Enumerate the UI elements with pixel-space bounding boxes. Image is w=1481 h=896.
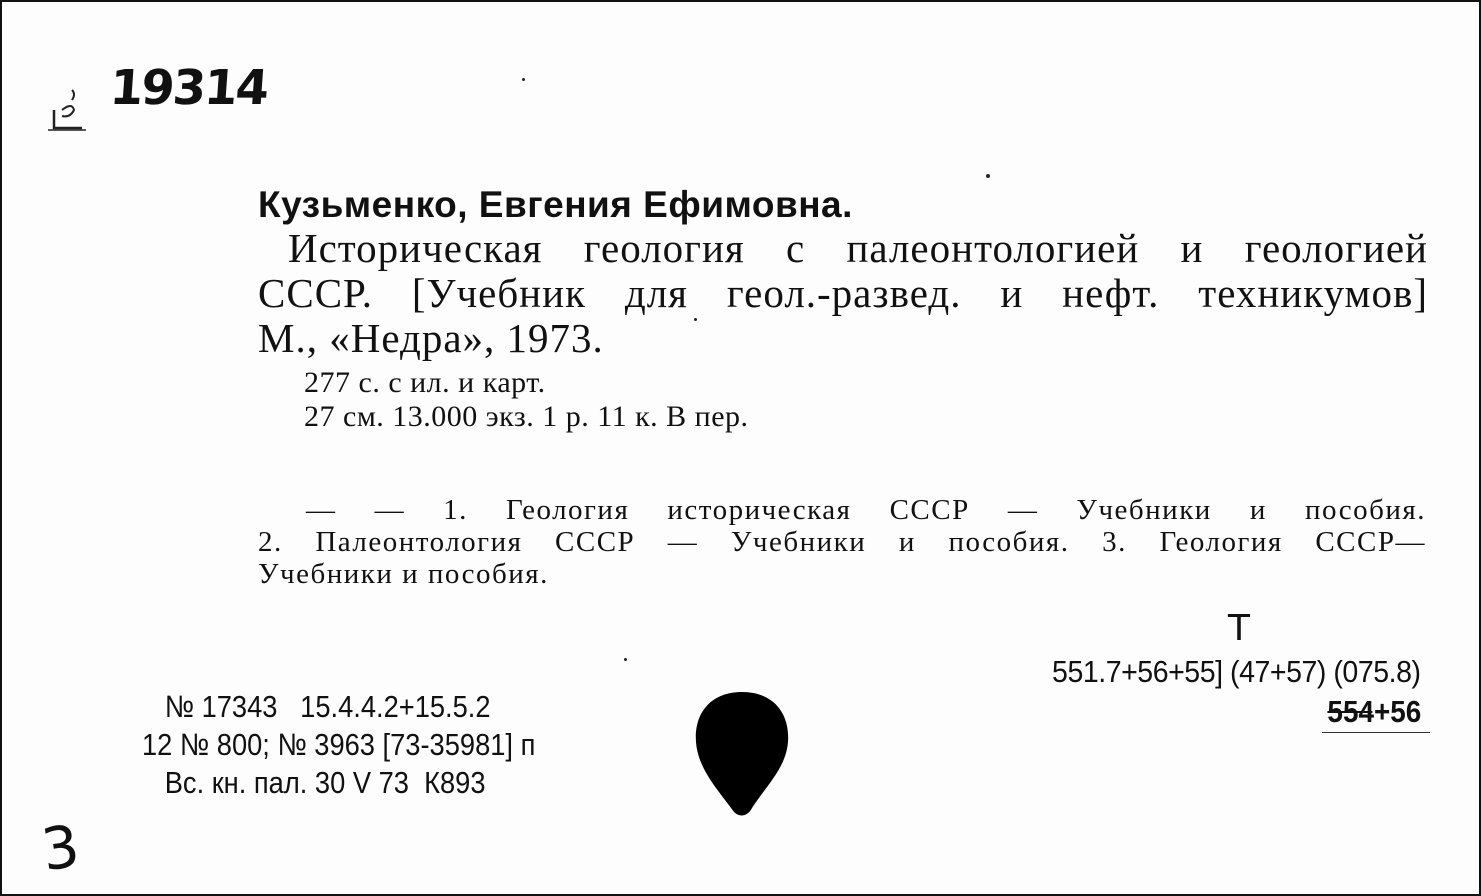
handwritten-t-mark: T xyxy=(1228,608,1250,649)
inventory-number: 19314 xyxy=(108,60,269,116)
title-line: Историческая геология с палеонтологией и геологией xyxy=(288,225,1428,271)
title-statement xyxy=(258,226,1428,361)
subject-headings xyxy=(258,494,1426,590)
underline xyxy=(1322,732,1430,733)
dust-speck xyxy=(624,658,627,661)
subject-line: — — 1. Геология историческая СССР — Учебники и пособия. xyxy=(306,494,1426,526)
strikethrough-line xyxy=(1327,711,1372,713)
author-heading: Кузьменко, Евгения Ефимовна. xyxy=(258,184,853,225)
subject-line: 2. Палеонтология СССР — Учебники и пособия. 3. Геология СССР— xyxy=(258,526,1426,558)
imprint-line: Вс. кн. пал. 30 V 73 К893 xyxy=(142,765,486,800)
bbk-classification xyxy=(1327,694,1421,730)
library-stamp-mark xyxy=(44,80,88,132)
bbk-code: 554+56 xyxy=(1327,694,1421,729)
title-line: СССР. [Учебник для геол.-развед. и нефт. техникумов] xyxy=(258,270,1428,316)
subject-line: Учебники и пособия. xyxy=(258,558,549,590)
dust-speck xyxy=(694,318,697,321)
title-line: М., «Недра», 1973. xyxy=(258,315,604,361)
imprint-line: № 17343 15.4.4.2+15.5.2 xyxy=(142,689,491,724)
collation-size-price: 27 см. 13.000 экз. 1 р. 11 к. В пер. xyxy=(304,400,749,433)
handwritten-page-mark: 3 xyxy=(37,811,84,885)
collation-pages: 277 с. с ил. и карт. xyxy=(304,366,546,399)
dust-speck xyxy=(522,78,525,81)
imprint-line: 12 № 800; № 3963 [73-35981] п xyxy=(142,727,536,762)
card-punch-hole xyxy=(694,690,790,820)
dust-speck xyxy=(986,174,990,178)
imprint-block xyxy=(142,688,535,802)
udc-classification: 551.7+56+55] (47+57) (075.8) xyxy=(1052,654,1421,689)
